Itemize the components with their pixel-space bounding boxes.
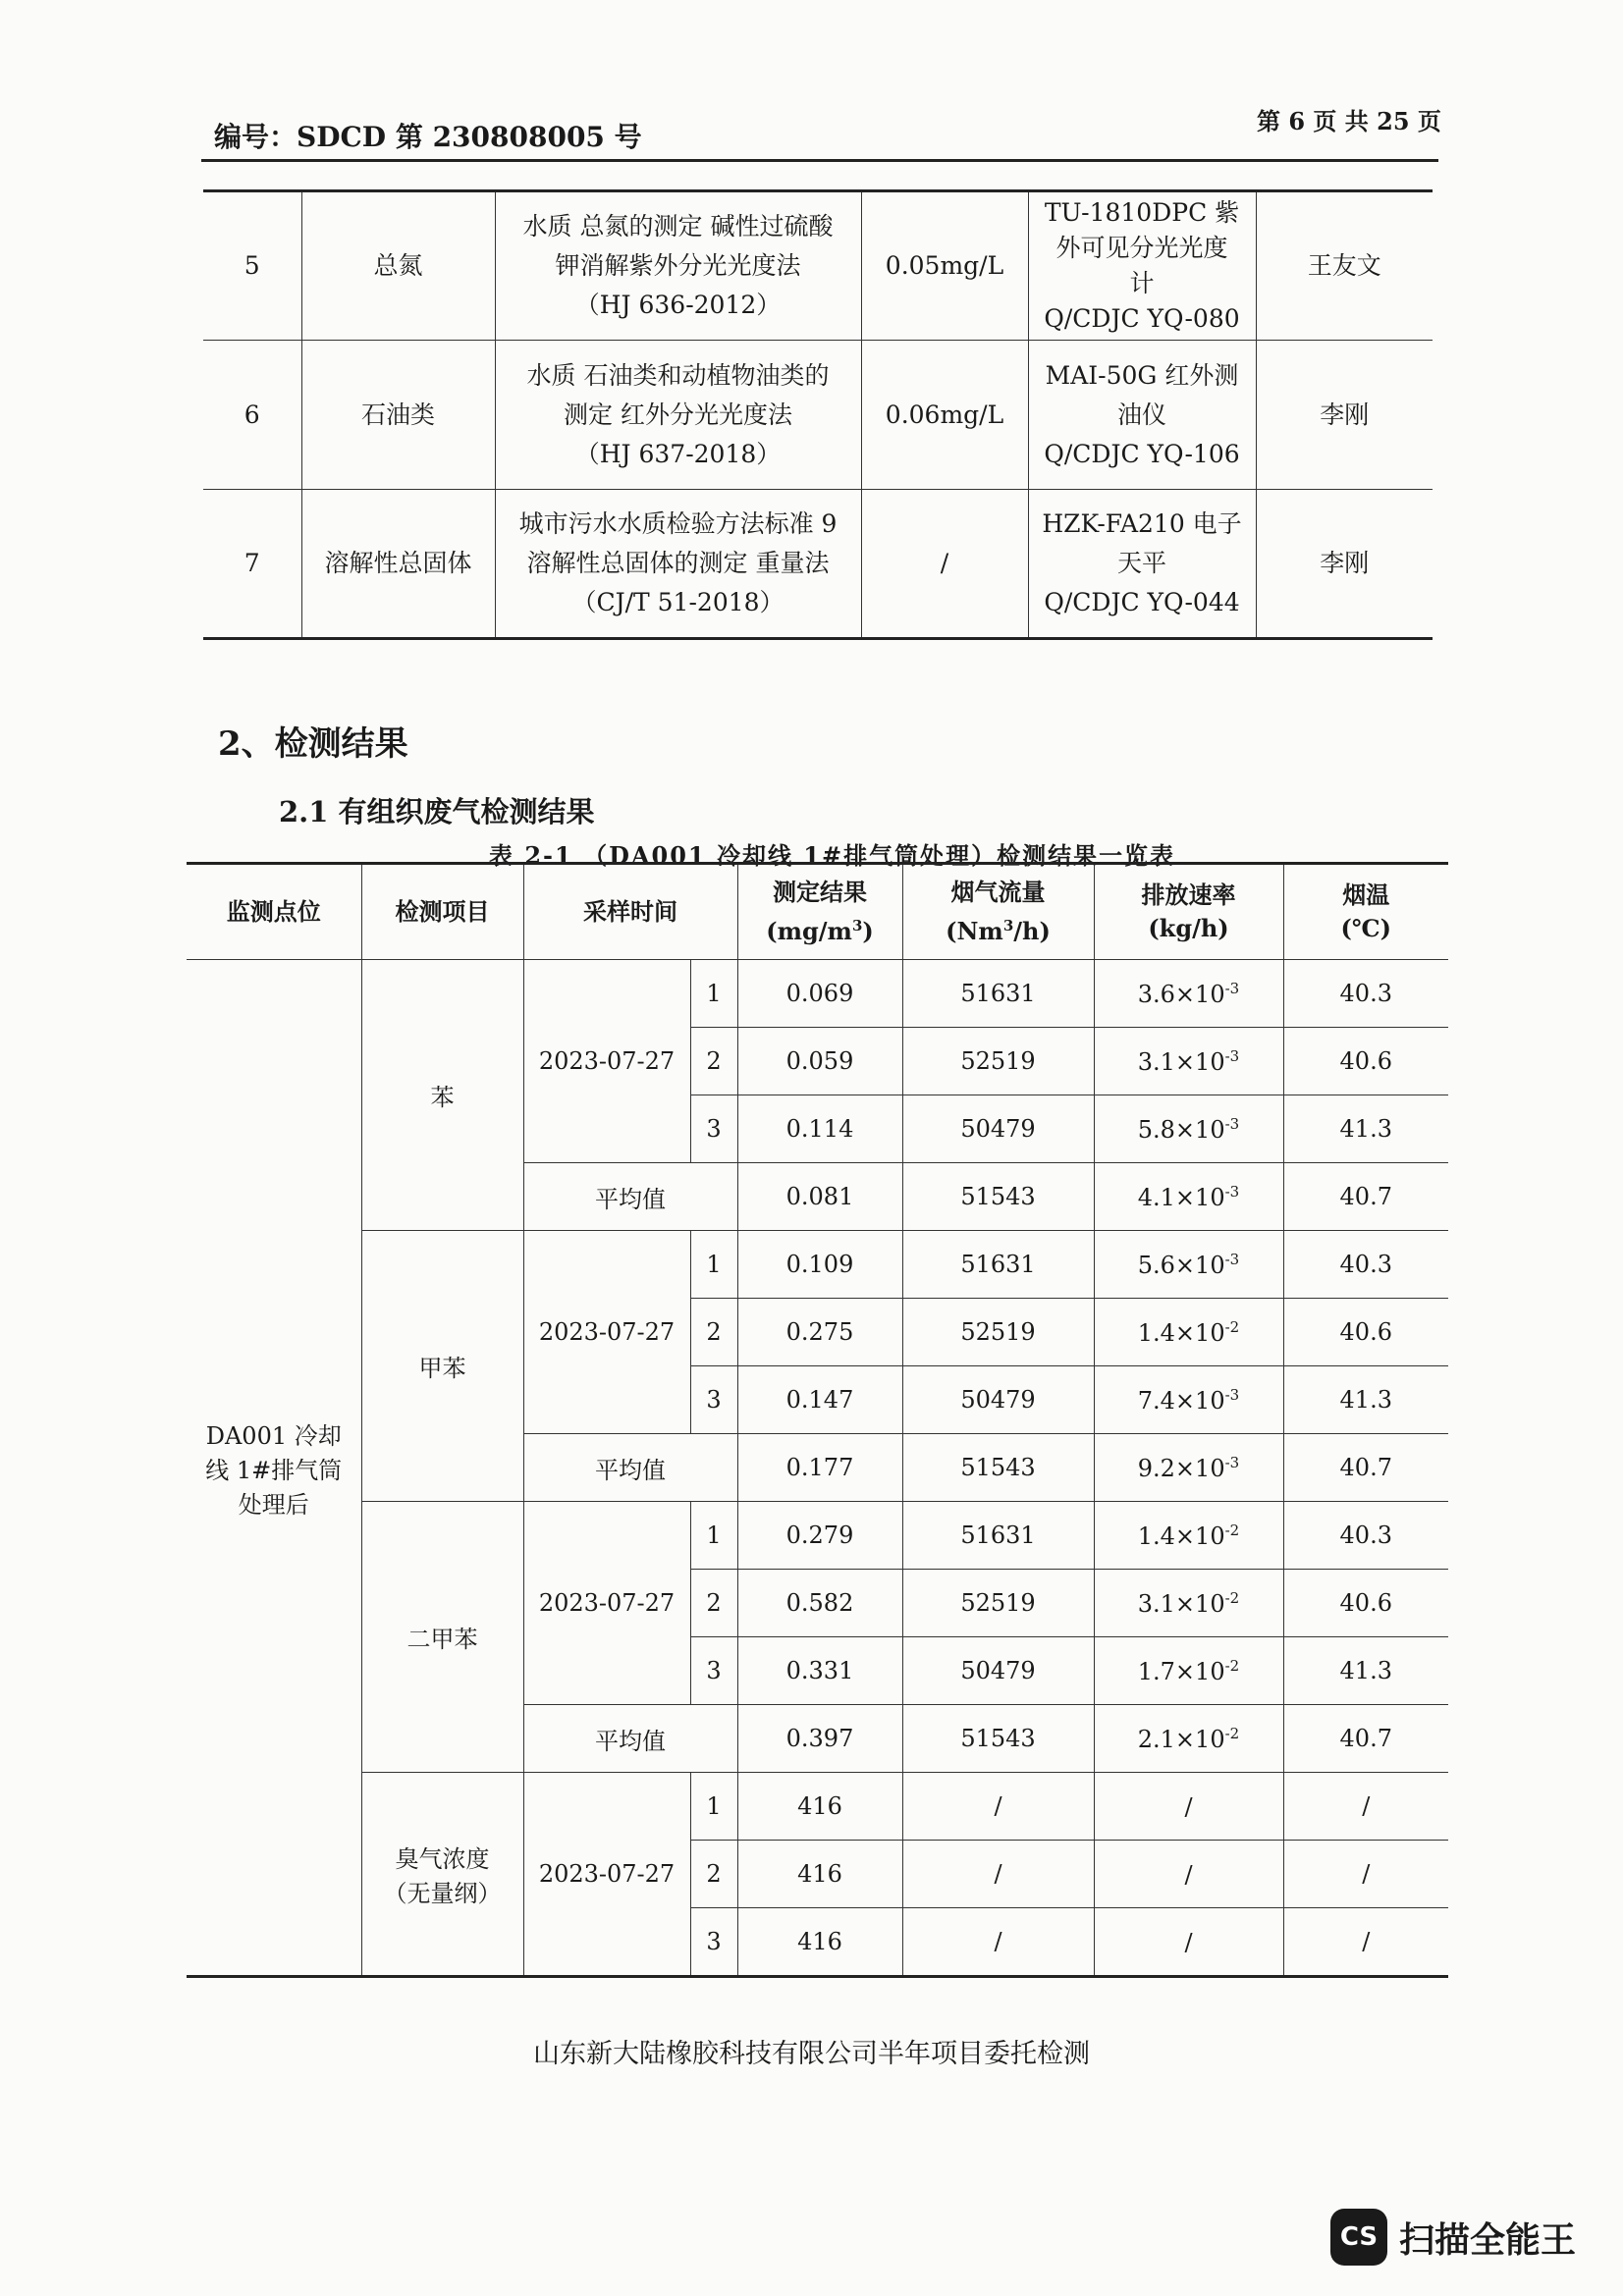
table-row	[187, 1231, 1448, 1299]
table-row	[187, 1773, 1448, 1841]
sample-date: 2023-07-27	[523, 1231, 690, 1434]
footer-text: 山东新大陆橡胶科技有限公司半年项目委托检测	[533, 2039, 1090, 2069]
concentration: 0.059	[737, 1028, 902, 1095]
concentration: 416	[737, 1908, 902, 1977]
gas-flow: 51543	[902, 1163, 1094, 1231]
sample-index: 1	[690, 1231, 737, 1299]
emission-rate: /	[1094, 1841, 1283, 1908]
emission-rate: $2.1\times 10^{-2}$	[1094, 1705, 1283, 1773]
test-item: 苯	[361, 960, 523, 1231]
method-line: 溶解性总固体的测定 重量法	[526, 549, 830, 577]
gas-flow: 51543	[902, 1434, 1094, 1502]
header-unit: $(mg/m^3)$	[766, 917, 874, 945]
concentration: 0.582	[737, 1570, 902, 1637]
detection-limit: /	[861, 490, 1028, 639]
table-row	[203, 341, 1433, 490]
sample-index: 1	[690, 1502, 737, 1570]
cs-logo-icon: CS	[1330, 2209, 1387, 2266]
instrument-line: Q/CDJC YQ-106	[1044, 439, 1240, 468]
header-rule	[201, 159, 1438, 162]
gas-temperature: /	[1283, 1841, 1448, 1908]
concentration: 0.331	[737, 1637, 902, 1705]
row-number: 7	[203, 490, 301, 639]
sample-index: 2	[690, 1570, 737, 1637]
gas-temperature: 40.7	[1283, 1705, 1448, 1773]
gas-flow: 52519	[902, 1299, 1094, 1366]
emission-rate: /	[1094, 1773, 1283, 1841]
sample-index: 1	[690, 960, 737, 1028]
concentration: 0.109	[737, 1231, 902, 1299]
average-label: 平均值	[523, 1705, 737, 1773]
table-row	[187, 1502, 1448, 1570]
average-label: 平均值	[523, 1163, 737, 1231]
emission-rate: $5.8\times 10^{-3}$	[1094, 1095, 1283, 1163]
gas-flow: 52519	[902, 1570, 1094, 1637]
emission-rate: /	[1094, 1908, 1283, 1977]
concentration: 0.147	[737, 1366, 902, 1434]
instrument-cell	[1028, 341, 1256, 490]
col-header-temp	[1283, 864, 1448, 960]
emission-rate: $1.4\times 10^{-2}$	[1094, 1502, 1283, 1570]
average-label: 平均值	[523, 1434, 737, 1502]
detection-limit: 0.05mg/L	[861, 191, 1028, 341]
instrument-line: Q/CDJC YQ-080	[1044, 304, 1240, 333]
concentration: 0.081	[737, 1163, 902, 1231]
sample-date: 2023-07-27	[523, 1502, 690, 1705]
gas-temperature: 40.3	[1283, 1502, 1448, 1570]
gas-temperature: 40.7	[1283, 1434, 1448, 1502]
instrument-line: MAI-50G 红外测	[1045, 360, 1239, 390]
table-row	[203, 191, 1433, 341]
table-row	[203, 490, 1433, 639]
col-header-item: 检测项目	[361, 864, 523, 960]
instrument-line: 油仪	[1116, 400, 1166, 429]
instrument-line: HZK-FA210 电子	[1042, 509, 1242, 538]
gas-flow: 50479	[902, 1366, 1094, 1434]
col-header-time: 采样时间	[523, 864, 737, 960]
gas-temperature: 41.3	[1283, 1637, 1448, 1705]
header-label: 测定结果	[773, 878, 867, 906]
gas-flow: /	[902, 1908, 1094, 1977]
concentration: 0.177	[737, 1434, 902, 1502]
method-cell	[495, 341, 861, 490]
emission-rate: $3.1\times 10^{-3}$	[1094, 1028, 1283, 1095]
analyst: 李刚	[1256, 490, 1433, 639]
gas-temperature: 40.6	[1283, 1570, 1448, 1637]
sample-index: 1	[690, 1773, 737, 1841]
sample-index: 3	[690, 1366, 737, 1434]
header-unit: (kg/h)	[1148, 914, 1229, 942]
instrument-cell	[1028, 490, 1256, 639]
col-header-rate	[1094, 864, 1283, 960]
gas-temperature: 41.3	[1283, 1095, 1448, 1163]
results-table	[187, 862, 1448, 1978]
header-unit: (℃)	[1340, 914, 1391, 942]
row-number: 6	[203, 341, 301, 490]
detection-limit: 0.06mg/L	[861, 341, 1028, 490]
gas-temperature: /	[1283, 1773, 1448, 1841]
concentration: 0.275	[737, 1299, 902, 1366]
concentration: 0.069	[737, 960, 902, 1028]
sample-index: 2	[690, 1841, 737, 1908]
analyst: 李刚	[1256, 341, 1433, 490]
emission-rate: $1.7\times 10^{-2}$	[1094, 1637, 1283, 1705]
header-unit: (Nm$^3$/h)	[946, 917, 1051, 945]
method-line: 测定 红外分光光度法	[564, 400, 792, 429]
test-item: 甲苯	[361, 1231, 523, 1502]
gas-temperature: 40.3	[1283, 960, 1448, 1028]
gas-flow: 51543	[902, 1705, 1094, 1773]
instrument-line: TU-1810DPC 紫	[1044, 198, 1240, 227]
method-cell	[495, 490, 861, 639]
method-line: 水质 总氮的测定 碱性过硫酸	[522, 212, 834, 240]
sample-index: 3	[690, 1095, 737, 1163]
subsection-heading: 2.1 有组织废气检测结果	[279, 795, 595, 828]
concentration: 0.114	[737, 1095, 902, 1163]
instrument-line: 天平	[1116, 549, 1166, 577]
gas-temperature: 40.3	[1283, 1231, 1448, 1299]
instrument-line: Q/CDJC YQ-044	[1044, 588, 1240, 616]
instrument-line: 外可见分光光度	[1055, 234, 1228, 262]
test-item: 臭气浓度 （无量纲）	[361, 1773, 523, 1977]
emission-rate: $7.4\times 10^{-3}$	[1094, 1366, 1283, 1434]
method-line: 城市污水水质检验方法标准 9	[518, 509, 838, 538]
emission-rate: $3.6\times 10^{-3}$	[1094, 960, 1283, 1028]
concentration: 416	[737, 1841, 902, 1908]
sample-index: 3	[690, 1908, 737, 1977]
col-header-flow	[902, 864, 1094, 960]
gas-temperature: 40.6	[1283, 1028, 1448, 1095]
row-number: 5	[203, 191, 301, 341]
sample-index: 2	[690, 1028, 737, 1095]
emission-rate: $3.1\times 10^{-2}$	[1094, 1570, 1283, 1637]
header-row	[187, 864, 1448, 960]
gas-temperature: /	[1283, 1908, 1448, 1977]
gas-flow: 52519	[902, 1028, 1094, 1095]
method-cell	[495, 191, 861, 341]
test-item: 总氮	[301, 191, 495, 341]
gas-temperature: 41.3	[1283, 1366, 1448, 1434]
analyst: 王友文	[1256, 191, 1433, 341]
concentration: 0.279	[737, 1502, 902, 1570]
method-line: （CJ/T 51-2018）	[571, 588, 784, 616]
sample-index: 2	[690, 1299, 737, 1366]
sample-date: 2023-07-27	[523, 960, 690, 1163]
method-line: 水质 石油类和动植物油类的	[526, 360, 830, 390]
instrument-line: 计	[1129, 269, 1155, 297]
methods-table	[203, 189, 1433, 640]
gas-temperature: 40.7	[1283, 1163, 1448, 1231]
gas-temperature: 40.6	[1283, 1299, 1448, 1366]
method-line: 钾消解紫外分光光度法	[555, 251, 801, 280]
monitoring-point: DA001 冷却 线 1#排气筒 处理后	[187, 960, 361, 1977]
page-indicator: 第 6 页 共 25 页	[1257, 107, 1441, 135]
gas-flow: 51631	[902, 1502, 1094, 1570]
emission-rate: $4.1\times 10^{-3}$	[1094, 1163, 1283, 1231]
col-header-conc	[737, 864, 902, 960]
gas-flow: 51631	[902, 1231, 1094, 1299]
concentration: 0.397	[737, 1705, 902, 1773]
sample-date: 2023-07-27	[523, 1773, 690, 1977]
emission-rate: $9.2\times 10^{-3}$	[1094, 1434, 1283, 1502]
gas-flow: /	[902, 1773, 1094, 1841]
gas-flow: 50479	[902, 1637, 1094, 1705]
header-label: 烟气流量	[950, 878, 1046, 906]
section-heading: 2、检测结果	[218, 724, 408, 764]
method-line: （HJ 637-2018）	[574, 439, 782, 468]
scanner-watermark	[1330, 2209, 1576, 2266]
instrument-cell	[1028, 191, 1256, 341]
sample-index: 3	[690, 1637, 737, 1705]
emission-rate: $1.4\times 10^{-2}$	[1094, 1299, 1283, 1366]
header-label: 排放速率	[1141, 881, 1236, 909]
test-item: 石油类	[301, 341, 495, 490]
method-line: （HJ 636-2012）	[574, 291, 782, 319]
header-label: 烟温	[1342, 881, 1390, 909]
gas-flow: /	[902, 1841, 1094, 1908]
table-caption: 表 2-1 （DA001 冷却线 1#排气筒处理）检测结果一览表	[489, 841, 1176, 870]
table-row	[187, 960, 1448, 1028]
test-item: 二甲苯	[361, 1502, 523, 1773]
document-number: 编号：SDCD 第 230808005 号	[214, 121, 642, 153]
test-item: 溶解性总固体	[301, 490, 495, 639]
gas-flow: 51631	[902, 960, 1094, 1028]
col-header-point: 监测点位	[187, 864, 361, 960]
emission-rate: $5.6\times 10^{-3}$	[1094, 1231, 1283, 1299]
scanner-brand-text: 扫描全能王	[1399, 2219, 1577, 2261]
concentration: 416	[737, 1773, 902, 1841]
gas-flow: 50479	[902, 1095, 1094, 1163]
